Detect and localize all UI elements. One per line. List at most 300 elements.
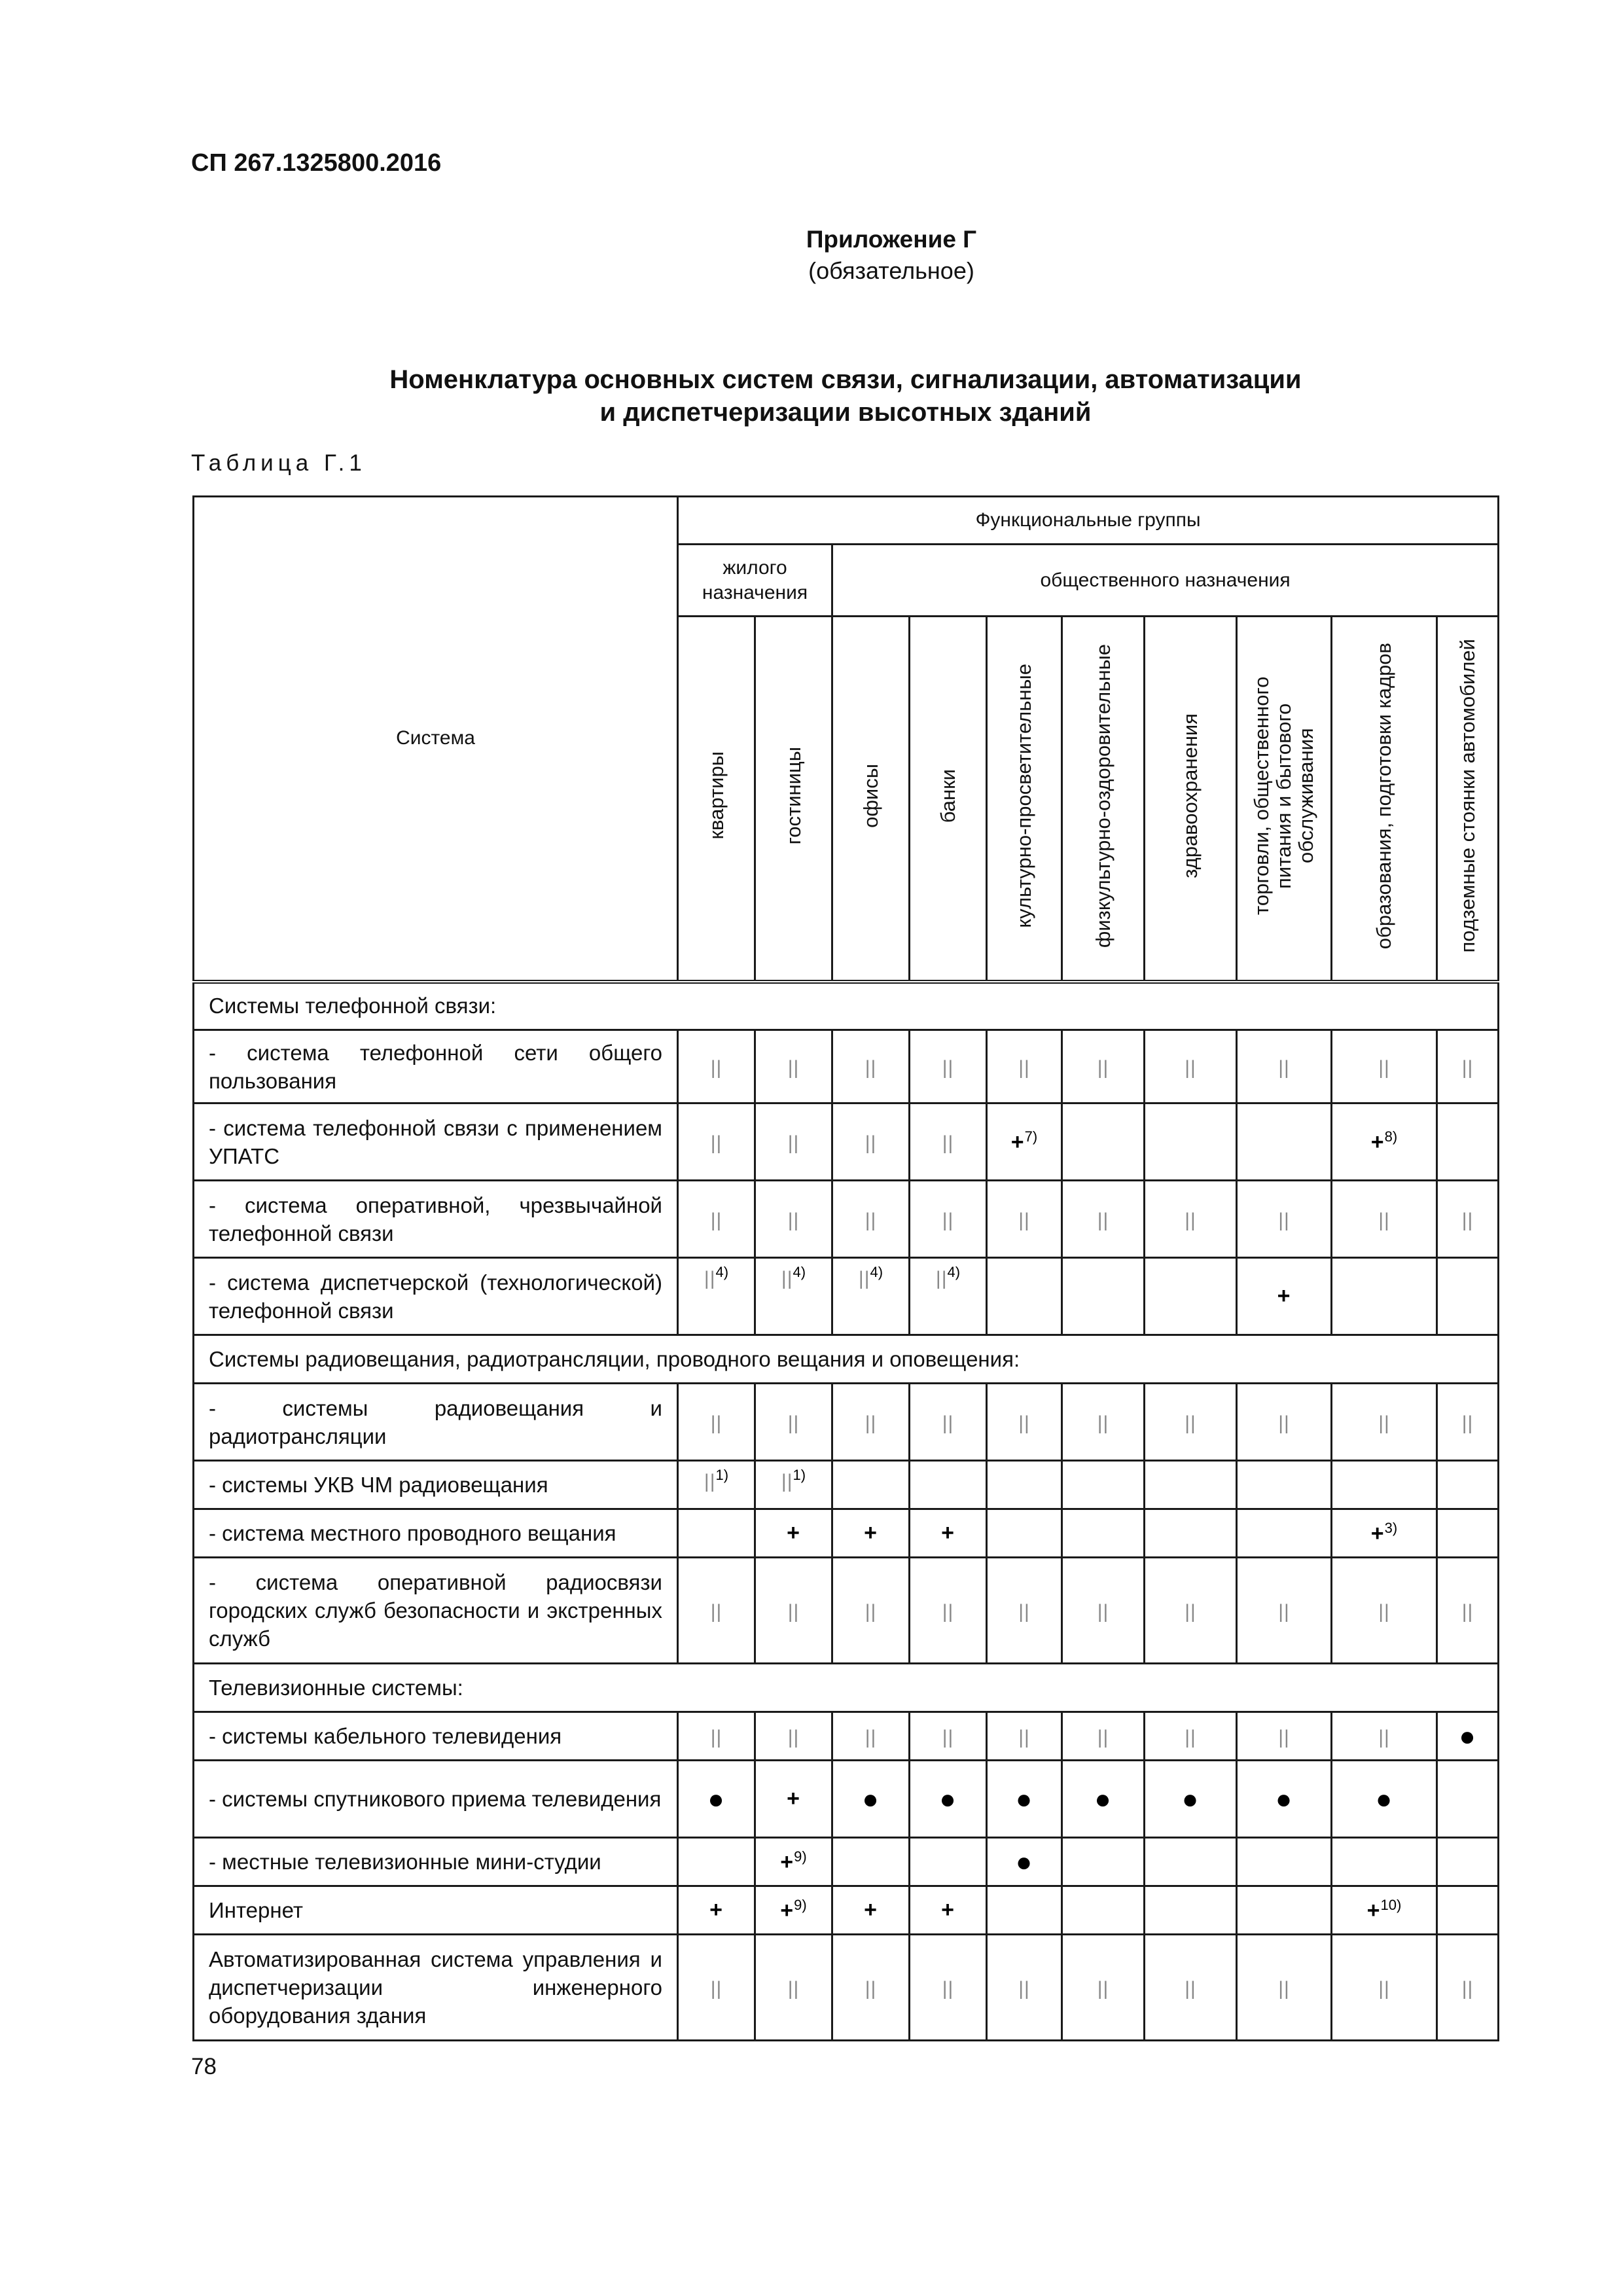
recommended-mark: + (787, 1786, 800, 1811)
table-cell (1332, 1103, 1437, 1181)
table-cell (1145, 1030, 1237, 1103)
column-header (1332, 617, 1437, 982)
table-cell (1332, 1712, 1437, 1761)
recommended-mark: + (1277, 1283, 1291, 1308)
required-mark: || (1185, 1600, 1196, 1623)
title-line-1: Номенклатура основных систем связи, сигнализации, автоматизации (389, 365, 1302, 394)
table-row (194, 1384, 1499, 1461)
system-name: - система местного проводного вещания (194, 1509, 678, 1558)
table-cell (1062, 1258, 1145, 1335)
table-cell (678, 1509, 755, 1558)
table-cell (1062, 1384, 1145, 1461)
table-cell (1237, 1509, 1332, 1558)
required-mark: || (787, 1056, 800, 1079)
required-mark: || (1461, 1209, 1474, 1231)
column-header (1237, 617, 1332, 982)
table-cell (987, 1461, 1062, 1509)
table-cell (755, 1886, 832, 1935)
table-cell (1332, 1461, 1437, 1509)
table-cell (755, 1838, 832, 1886)
required-mark: || (787, 1726, 800, 1748)
required-mark: || (787, 1209, 800, 1231)
table-cell (910, 1258, 987, 1335)
table-cell (755, 1935, 832, 2041)
required-mark: || (787, 1977, 800, 2000)
table-cell (1237, 1461, 1332, 1509)
required-mark: || (1378, 1209, 1390, 1231)
table-cell (1145, 1761, 1237, 1838)
table-cell (1437, 1103, 1499, 1181)
section-title: Системы телефонной связи: (194, 982, 1499, 1030)
table-cell (678, 1886, 755, 1935)
table-cell (1145, 1258, 1237, 1335)
table-cell (678, 1258, 755, 1335)
table-row (194, 1886, 1499, 1935)
required-mark: || (1097, 1977, 1109, 2000)
table-cell (755, 1181, 832, 1258)
table-cell (755, 1384, 832, 1461)
required-mark: || (1185, 1056, 1196, 1079)
table-cell (987, 1384, 1062, 1461)
footnote-ref: 4) (947, 1264, 961, 1280)
table-cell (1332, 1558, 1437, 1664)
table-cell (678, 1761, 755, 1838)
table-row (194, 1258, 1499, 1335)
table-cell (1062, 1461, 1145, 1509)
table-cell (755, 1258, 832, 1335)
table-cell (678, 1712, 755, 1761)
table-cell (832, 1030, 910, 1103)
table-cell (910, 1103, 987, 1181)
table-cell (1437, 1030, 1499, 1103)
system-header: Система (194, 497, 678, 982)
recommended-mark: + (780, 1898, 794, 1923)
required-mark: || (865, 1412, 877, 1434)
table-cell (1437, 1181, 1499, 1258)
required-mark: || (1018, 1977, 1030, 2000)
table-row (194, 1761, 1499, 1838)
required-mark: || (710, 1132, 722, 1154)
table-cell (1145, 1838, 1237, 1886)
table-cell (987, 1181, 1062, 1258)
section-row (194, 982, 1499, 1030)
required-mark: || (1185, 1726, 1196, 1748)
required-mark: || (787, 1412, 800, 1434)
appendix-type: (обязательное) (808, 257, 974, 284)
table-cell (1237, 1712, 1332, 1761)
table-cell (910, 1030, 987, 1103)
table-cell (1237, 1838, 1332, 1886)
column-header-label: культурно-просветительные (1012, 663, 1035, 928)
recommended-mark: + (941, 1520, 955, 1545)
required-mark: || (865, 1977, 877, 2000)
column-header-label: физкультурно-оздоровительные (1091, 643, 1115, 948)
required-mark: || (865, 1600, 877, 1623)
footnote-ref: 4) (715, 1264, 729, 1280)
footnote-ref: 9) (794, 1897, 807, 1913)
required-mark: || (942, 1056, 954, 1079)
table-cell (1145, 1935, 1237, 2041)
table-row (194, 1838, 1499, 1886)
required-mark: || (1185, 1977, 1196, 2000)
table-cell (1437, 1935, 1499, 2041)
recommended-mark: + (864, 1520, 878, 1545)
table-cell (987, 1712, 1062, 1761)
column-header (1062, 617, 1145, 982)
required-mark: || (787, 1600, 800, 1623)
required-mark: || (710, 1412, 722, 1434)
footnote-ref: 1) (793, 1467, 806, 1483)
table-cell (678, 1384, 755, 1461)
optional-mark: ● (1275, 1783, 1293, 1814)
required-mark: || (1378, 1600, 1390, 1623)
table-cell (1332, 1761, 1437, 1838)
table-cell (1437, 1384, 1499, 1461)
footnote-ref: 9) (794, 1848, 807, 1865)
optional-mark: ● (1015, 1783, 1033, 1814)
required-mark: || (710, 1726, 722, 1748)
required-mark: || (1461, 1412, 1474, 1434)
table-cell (987, 1030, 1062, 1103)
table-cell (1437, 1886, 1499, 1935)
table-cell (910, 1181, 987, 1258)
table-row (194, 1461, 1499, 1509)
system-name: - система оперативной, чрезвычайной телефонной связи (194, 1181, 678, 1258)
table-cell (678, 1838, 755, 1886)
section-row (194, 1664, 1499, 1712)
required-mark: || (1018, 1056, 1030, 1079)
table-cell (1332, 1935, 1437, 2041)
functional-groups-header: Функциональные группы (678, 497, 1499, 545)
required-mark: || (858, 1268, 870, 1289)
required-mark: || (1018, 1726, 1030, 1748)
table-cell (755, 1558, 832, 1664)
section-row (194, 1335, 1499, 1384)
column-header-label: гостиницы (781, 747, 805, 845)
table-row (194, 1030, 1499, 1103)
table-row (194, 1712, 1499, 1761)
required-mark: || (1097, 1056, 1109, 1079)
table-cell (832, 1935, 910, 2041)
required-mark: || (1097, 1412, 1109, 1434)
optional-mark: ● (707, 1783, 725, 1814)
table-cell (987, 1761, 1062, 1838)
required-mark: || (942, 1132, 954, 1154)
system-name: - система телефонной связи с применением УПАТС (194, 1103, 678, 1181)
required-mark: || (704, 1268, 716, 1289)
table-cell (755, 1103, 832, 1181)
table-row (194, 1935, 1499, 2041)
table-cell (678, 1181, 755, 1258)
required-mark: || (942, 1209, 954, 1231)
table-cell (910, 1509, 987, 1558)
optional-mark: ● (1459, 1720, 1476, 1751)
table-cell (1237, 1103, 1332, 1181)
footnote-ref: 1) (715, 1467, 729, 1483)
table-cell (987, 1509, 1062, 1558)
table-cell (1237, 1558, 1332, 1664)
table-cell (1437, 1838, 1499, 1886)
required-mark: || (1378, 1726, 1390, 1748)
table-cell (1237, 1181, 1332, 1258)
required-mark: || (1278, 1726, 1290, 1748)
column-header (910, 617, 987, 982)
appendix-title: Приложение Г (806, 226, 977, 253)
system-name: - системы кабельного телевидения (194, 1712, 678, 1761)
optional-mark: ● (1094, 1783, 1112, 1814)
table-cell (1145, 1181, 1237, 1258)
system-name: - система телефонной сети общего пользования (194, 1030, 678, 1103)
recommended-mark: + (1010, 1130, 1025, 1155)
table-cell (1332, 1181, 1437, 1258)
table-cell (1062, 1761, 1145, 1838)
required-mark: || (865, 1209, 877, 1231)
table-cell (1237, 1258, 1332, 1335)
table-row (194, 1103, 1499, 1181)
table-row (194, 1181, 1499, 1258)
table-cell (1062, 1838, 1145, 1886)
table-cell (832, 1761, 910, 1838)
required-mark: || (1461, 1600, 1474, 1623)
table-cell (1437, 1761, 1499, 1838)
required-mark: || (710, 1056, 722, 1079)
table-cell (987, 1838, 1062, 1886)
table-cell (1237, 1761, 1332, 1838)
table-cell (832, 1838, 910, 1886)
table-cell (1237, 1030, 1332, 1103)
table-cell (1332, 1838, 1437, 1886)
column-header-label: квартиры (704, 751, 728, 840)
system-name: Автоматизированная система управления и диспетчеризации инженерного оборудования здания (194, 1935, 678, 2041)
table-cell (910, 1761, 987, 1838)
table-cell (987, 1886, 1062, 1935)
table-cell (987, 1558, 1062, 1664)
table-cell (910, 1886, 987, 1935)
required-mark: || (710, 1977, 722, 2000)
table-cell (1332, 1509, 1437, 1558)
page-title (191, 363, 1500, 429)
required-mark: || (1185, 1209, 1196, 1231)
optional-mark: ● (1375, 1783, 1393, 1814)
required-mark: || (1378, 1412, 1390, 1434)
footnote-ref: 7) (1024, 1128, 1038, 1145)
table-cell (1062, 1558, 1145, 1664)
footnote-ref: 4) (870, 1264, 883, 1280)
table-cell (1062, 1886, 1145, 1935)
table-cell (1332, 1258, 1437, 1335)
column-header-label: подземные стоянки автомобилей (1455, 639, 1479, 953)
table-cell (832, 1886, 910, 1935)
optional-mark: ● (862, 1783, 880, 1814)
column-header-label: торговли, общественного питания и бытового обслуживания (1250, 676, 1317, 915)
footnote-ref: 8) (1384, 1128, 1398, 1145)
optional-mark: ● (1181, 1783, 1200, 1814)
recommended-mark: + (780, 1850, 794, 1874)
required-mark: || (1185, 1412, 1196, 1434)
required-mark: || (942, 1412, 954, 1434)
required-mark: || (865, 1056, 877, 1079)
column-header (678, 617, 755, 982)
column-header (1145, 617, 1237, 982)
required-mark: || (1097, 1726, 1109, 1748)
title-line-2: и диспетчеризации высотных зданий (599, 398, 1092, 427)
column-header-label: банки (936, 768, 959, 823)
required-mark: || (935, 1268, 948, 1289)
table-cell (910, 1558, 987, 1664)
table-row (194, 1558, 1499, 1664)
system-name: - системы радиовещания и радиотрансляции (194, 1384, 678, 1461)
recommended-mark: + (941, 1897, 955, 1922)
section-title: Системы радиовещания, радиотрансляции, проводного вещания и оповещения: (194, 1335, 1499, 1384)
table-cell (1145, 1558, 1237, 1664)
table-cell (1062, 1712, 1145, 1761)
table-cell (1145, 1461, 1237, 1509)
column-header (987, 617, 1062, 982)
footnote-ref: 4) (793, 1264, 806, 1280)
table-cell (1145, 1103, 1237, 1181)
table-cell (1437, 1712, 1499, 1761)
table-cell (1145, 1384, 1237, 1461)
column-header-label: образования, подготовки кадров (1372, 642, 1395, 949)
table-cell (832, 1181, 910, 1258)
required-mark: || (1278, 1209, 1290, 1231)
recommended-mark: + (1370, 1130, 1385, 1155)
system-name: Интернет (194, 1886, 678, 1935)
table-cell (910, 1461, 987, 1509)
table-cell (678, 1461, 755, 1509)
column-header (832, 617, 910, 982)
required-mark: || (942, 1977, 954, 2000)
required-mark: || (1278, 1056, 1290, 1079)
table-cell (1062, 1181, 1145, 1258)
table-cell (1237, 1384, 1332, 1461)
table-cell (987, 1103, 1062, 1181)
residential-header: жилого назначения (678, 545, 832, 617)
required-mark: || (787, 1132, 800, 1154)
system-name: - системы спутникового приема телевидения (194, 1761, 678, 1838)
table-cell (1145, 1712, 1237, 1761)
required-mark: || (1278, 1412, 1290, 1434)
recommended-mark: + (864, 1897, 878, 1922)
column-header-label: здравоохранения (1179, 713, 1202, 878)
table-cell (1062, 1935, 1145, 2041)
system-name: - местные телевизионные мини-студии (194, 1838, 678, 1886)
required-mark: || (1097, 1600, 1109, 1623)
required-mark: || (1278, 1977, 1290, 2000)
table-cell (832, 1712, 910, 1761)
system-name: - система оперативной радиосвязи городских служб безопасности и экстренных служб (194, 1558, 678, 1664)
required-mark: || (1378, 1977, 1390, 2000)
table-cell (755, 1761, 832, 1838)
table-cell (1332, 1384, 1437, 1461)
required-mark: || (1097, 1209, 1109, 1231)
table-cell (1237, 1886, 1332, 1935)
required-mark: || (704, 1471, 716, 1492)
public-header: общественного назначения (832, 545, 1499, 617)
table-cell (678, 1558, 755, 1664)
table-cell (1437, 1461, 1499, 1509)
table-label: Таблица Г.1 (191, 450, 366, 476)
table-cell (910, 1935, 987, 2041)
table-cell (1062, 1103, 1145, 1181)
table-cell (832, 1258, 910, 1335)
optional-mark: ● (1015, 1846, 1033, 1877)
table-cell (755, 1509, 832, 1558)
table-row (194, 1509, 1499, 1558)
system-name: - системы УКВ ЧМ радиовещания (194, 1461, 678, 1509)
footnote-ref: 10) (1380, 1897, 1402, 1913)
column-header-label: офисы (859, 763, 882, 828)
required-mark: || (1461, 1977, 1474, 2000)
system-name: - система диспетчерской (технологической) телефонной связи (194, 1258, 678, 1335)
table-cell (987, 1258, 1062, 1335)
required-mark: || (710, 1209, 722, 1231)
table-cell (755, 1712, 832, 1761)
required-mark: || (1278, 1600, 1290, 1623)
table-cell (1437, 1258, 1499, 1335)
page-number: 78 (191, 2054, 217, 2079)
table-cell (910, 1838, 987, 1886)
required-mark: || (865, 1132, 877, 1154)
table-cell (832, 1103, 910, 1181)
section-title: Телевизионные системы: (194, 1664, 1499, 1712)
document-code: СП 267.1325800.2016 (191, 149, 442, 177)
required-mark: || (942, 1600, 954, 1623)
table-cell (910, 1712, 987, 1761)
column-header (1437, 617, 1499, 982)
table-cell (987, 1935, 1062, 2041)
required-mark: || (781, 1268, 793, 1289)
table-cell (1145, 1509, 1237, 1558)
optional-mark: ● (939, 1783, 957, 1814)
table-cell (1237, 1935, 1332, 2041)
recommended-mark: + (1366, 1898, 1381, 1923)
required-mark: || (865, 1726, 877, 1748)
required-mark: || (1461, 1056, 1474, 1079)
required-mark: || (1018, 1412, 1030, 1434)
footnote-ref: 3) (1384, 1520, 1398, 1536)
table-cell (832, 1558, 910, 1664)
required-mark: || (710, 1600, 722, 1623)
required-mark: || (1018, 1600, 1030, 1623)
table-cell (1332, 1886, 1437, 1935)
required-mark: || (781, 1471, 793, 1492)
table-cell (678, 1030, 755, 1103)
table-cell (678, 1935, 755, 2041)
table-cell (1062, 1030, 1145, 1103)
table-cell (1437, 1509, 1499, 1558)
table-cell (832, 1509, 910, 1558)
table-cell (1145, 1886, 1237, 1935)
table-cell (755, 1461, 832, 1509)
column-header (755, 617, 832, 982)
table-cell (832, 1384, 910, 1461)
table-cell (755, 1030, 832, 1103)
recommended-mark: + (1370, 1521, 1385, 1546)
table-cell (1437, 1558, 1499, 1664)
systems-table (192, 495, 1499, 2041)
required-mark: || (1018, 1209, 1030, 1231)
table-cell (832, 1461, 910, 1509)
table-cell (678, 1103, 755, 1181)
table-cell (1332, 1030, 1437, 1103)
required-mark: || (942, 1726, 954, 1748)
recommended-mark: + (709, 1897, 723, 1922)
table-cell (1062, 1509, 1145, 1558)
recommended-mark: + (787, 1520, 800, 1545)
required-mark: || (1378, 1056, 1390, 1079)
table-cell (910, 1384, 987, 1461)
